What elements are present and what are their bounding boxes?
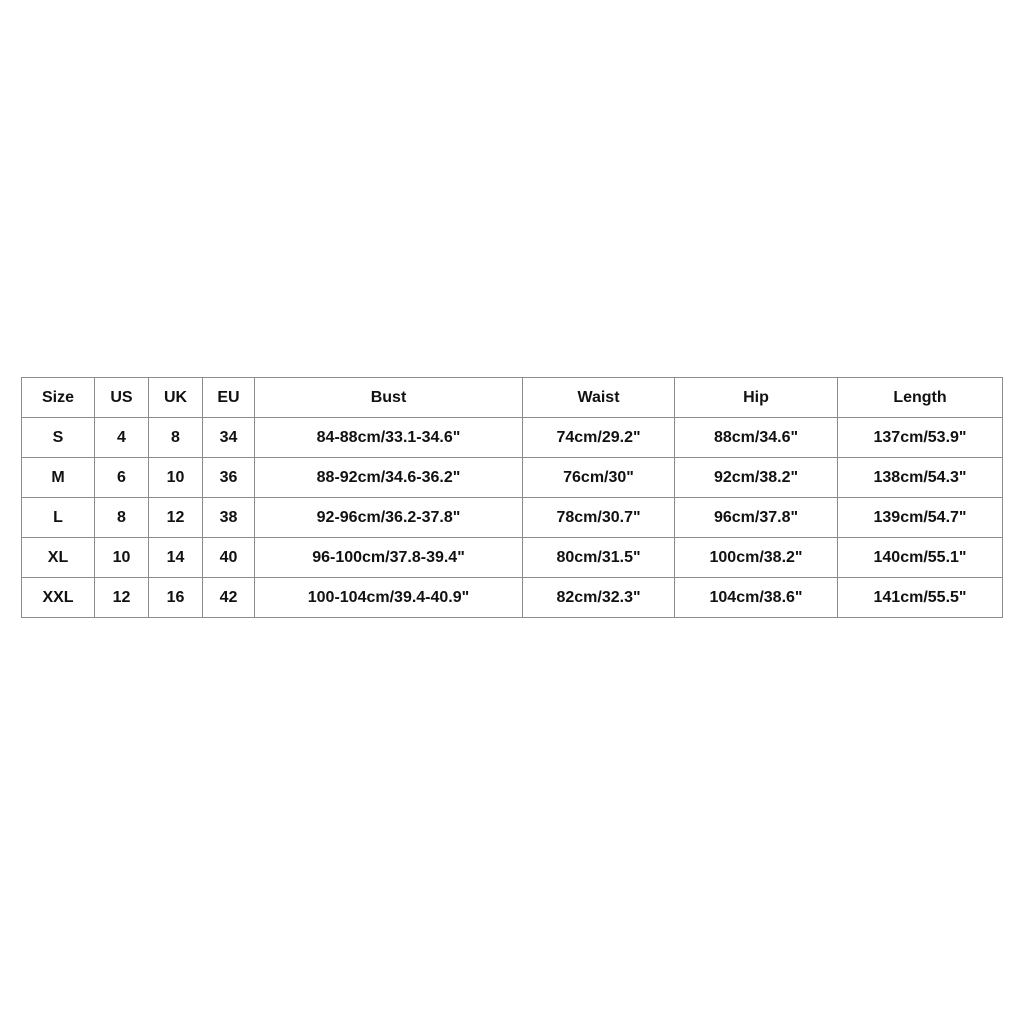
cell-uk: 12 — [149, 498, 203, 538]
cell-bust: 92-96cm/36.2-37.8" — [255, 498, 523, 538]
cell-bust: 84-88cm/33.1-34.6" — [255, 418, 523, 458]
cell-waist: 78cm/30.7" — [523, 498, 675, 538]
cell-length: 141cm/55.5" — [838, 578, 1003, 618]
cell-bust: 96-100cm/37.8-39.4" — [255, 538, 523, 578]
table-row — [22, 418, 1003, 458]
cell-waist: 80cm/31.5" — [523, 538, 675, 578]
cell-waist: 82cm/32.3" — [523, 578, 675, 618]
cell-hip: 104cm/38.6" — [675, 578, 838, 618]
header-size: Size — [22, 378, 95, 418]
cell-uk: 16 — [149, 578, 203, 618]
cell-hip: 96cm/37.8" — [675, 498, 838, 538]
cell-waist: 74cm/29.2" — [523, 418, 675, 458]
cell-length: 139cm/54.7" — [838, 498, 1003, 538]
cell-uk: 10 — [149, 458, 203, 498]
cell-size: XXL — [22, 578, 95, 618]
size-chart-table — [21, 377, 1003, 618]
header-us: US — [95, 378, 149, 418]
cell-bust: 88-92cm/34.6-36.2" — [255, 458, 523, 498]
cell-bust: 100-104cm/39.4-40.9" — [255, 578, 523, 618]
table-row — [22, 498, 1003, 538]
table-row — [22, 458, 1003, 498]
header-bust: Bust — [255, 378, 523, 418]
cell-eu: 34 — [203, 418, 255, 458]
cell-us: 12 — [95, 578, 149, 618]
cell-us: 8 — [95, 498, 149, 538]
header-uk: UK — [149, 378, 203, 418]
header-hip: Hip — [675, 378, 838, 418]
header-eu: EU — [203, 378, 255, 418]
table-row — [22, 578, 1003, 618]
cell-hip: 92cm/38.2" — [675, 458, 838, 498]
header-length: Length — [838, 378, 1003, 418]
cell-uk: 14 — [149, 538, 203, 578]
cell-eu: 38 — [203, 498, 255, 538]
cell-eu: 42 — [203, 578, 255, 618]
cell-uk: 8 — [149, 418, 203, 458]
cell-size: XL — [22, 538, 95, 578]
cell-eu: 40 — [203, 538, 255, 578]
cell-size: S — [22, 418, 95, 458]
cell-length: 140cm/55.1" — [838, 538, 1003, 578]
cell-length: 138cm/54.3" — [838, 458, 1003, 498]
cell-eu: 36 — [203, 458, 255, 498]
cell-size: M — [22, 458, 95, 498]
header-row — [22, 378, 1003, 418]
cell-length: 137cm/53.9" — [838, 418, 1003, 458]
cell-us: 10 — [95, 538, 149, 578]
header-waist: Waist — [523, 378, 675, 418]
cell-waist: 76cm/30" — [523, 458, 675, 498]
cell-us: 6 — [95, 458, 149, 498]
cell-hip: 88cm/34.6" — [675, 418, 838, 458]
table-row — [22, 538, 1003, 578]
cell-size: L — [22, 498, 95, 538]
cell-us: 4 — [95, 418, 149, 458]
cell-hip: 100cm/38.2" — [675, 538, 838, 578]
